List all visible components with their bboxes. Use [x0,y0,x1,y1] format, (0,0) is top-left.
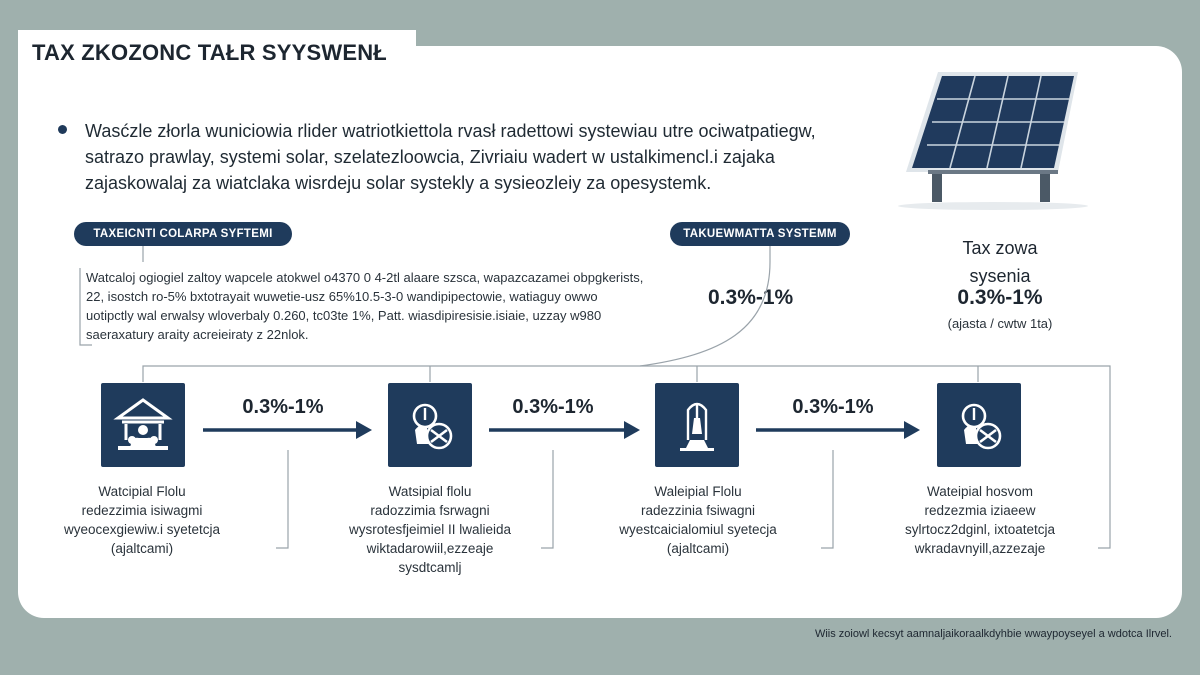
arrow-2-rate: 0.3%-1% [512,396,594,418]
arrow-1-rate: 0.3%-1% [242,396,324,418]
side-rate: 0.3%-1% [957,286,1043,309]
step-1-line3: wyeocexgiewiw.i syetetcja [63,522,221,537]
step-2-line1: Watsipial flolu [388,484,472,499]
side-subtitle: (ajasta / cwtw 1ta) [947,316,1053,331]
pill-left-label: TAXEICNTI COLARPA SYFTEMI [74,222,292,246]
step-3-line1: Waleipial Flolu [654,484,742,499]
step-2-line4: wiktadarowiil,ezzeaje [366,541,494,556]
step-1-line4: (ajaltcami) [110,541,174,556]
step-3-line3: wyestcaicialomiul syetecja [619,522,777,537]
step-2-line5: sysdtcamlj [398,560,462,575]
step-2-line2: radozzimia fsrwagni [370,503,490,518]
step-4-text [880,482,1080,558]
footer-note: Wiis zoiowl kecsyt aamnaljaikoraalkdyhbie wwaypoyseyel a wdotca Ilrvel. [814,628,1172,640]
step-3-text [598,482,798,558]
step-1-line1: Watcipial Flolu [98,484,186,499]
step-4-line4: wkradavnyill,azzezaje [914,541,1046,556]
step-3-line2: radezzinia fsiwagni [640,503,756,518]
step-4-line2: redzezmia iziaeew [924,503,1036,518]
step-1-text [42,482,242,558]
step-1-line2: redezzimia isiwagmi [81,503,203,518]
side-label-line1: Tax zowa [962,238,1038,258]
step-4-line3: sylrtocz2dginl, ixtoatetcja [904,522,1056,537]
intro-text: Wasćzle złorla wuniciowia rlider watriotkiettola rvasł radettowi systewiau utre ociwatpatiegw, satrazo prawlay, systemi solar, szelatezloowcia, Zivriaiu wadert w ustalkimencl.i zajaka zajaskowalaj za wiatclaka wisrdeju solar systekly a sysieozleiy za opesystemk. [85,121,816,193]
side-label-line2: sysenia [969,266,1031,286]
step-3-line4: (ajaltcami) [666,541,730,556]
step-4-line1: Wateipial hosvom [926,484,1034,499]
arrow-3-rate: 0.3%-1% [792,396,874,418]
top-rate: 0.3%-1% [708,286,794,309]
step-2-text [330,482,530,577]
page-title: TAX ZKOZONC TAŁR SYYSWENŁ [32,40,387,65]
pill-right-label: TAKUEWMATTA SYSTEMM [670,222,850,246]
description-text: Watcaloj ogiogiel zaltoy wapcele atokwel o4370 0 4-2tl alaare szsca, wapazcazamei obpgkerists, 22, isostch ro-5% bxtotrayait wuwetie-usz 65%10.5-3-0 wandipipectowie, watiaguy owwo uotipctly wal erwalsy wloverbaly 0.260, tc03te 1%, Patt. wiasdipiresisie.isiaie, uzzay w980 saeraxatury araity acreieiraty z 22nlok. [86,270,644,342]
step-2-line3: wysrotesfjeimiel II lwalieida [348,522,512,537]
